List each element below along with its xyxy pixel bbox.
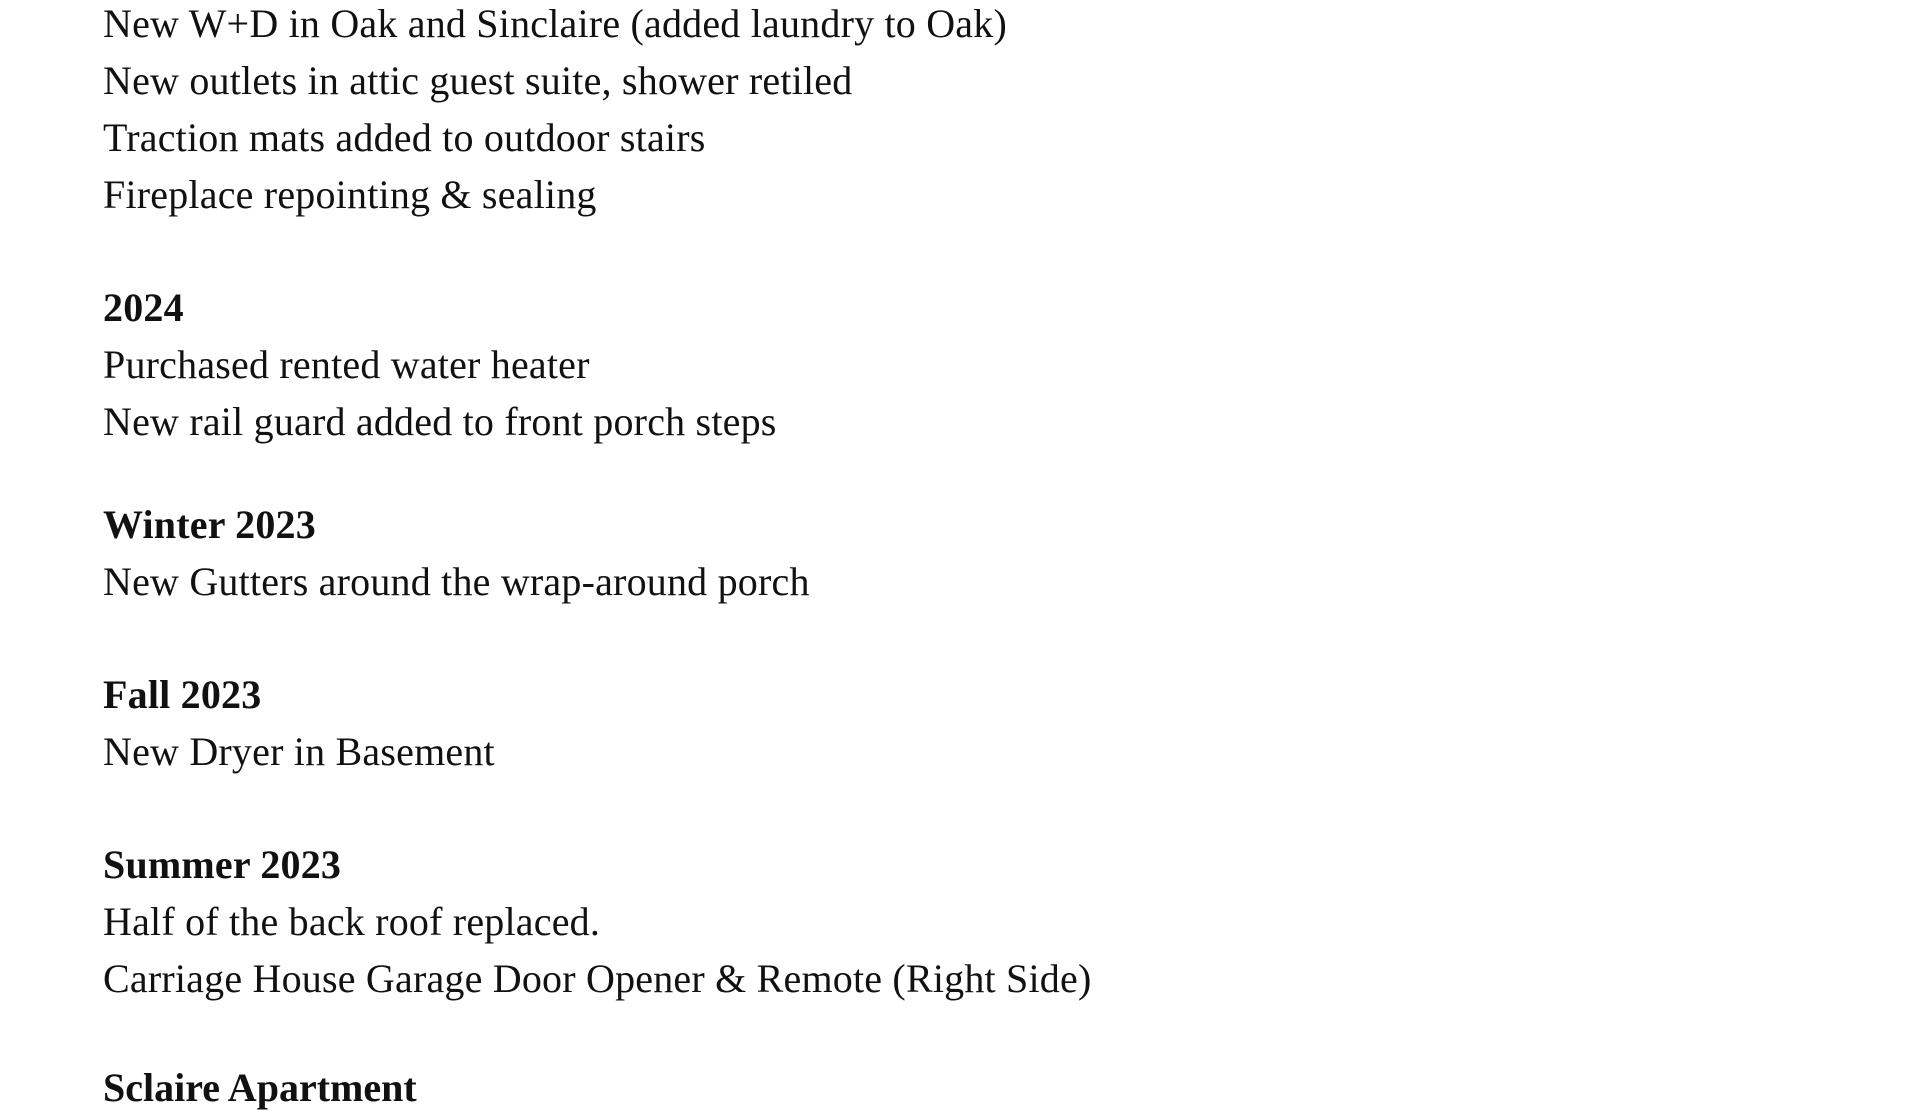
section-heading: 2024 xyxy=(103,285,184,330)
list-item: Carriage House Garage Door Opener & Remote (Right Side) xyxy=(103,956,1092,1001)
section-heading: Fall 2023 xyxy=(103,672,262,717)
list-item: Purchased rented water heater xyxy=(103,342,590,387)
list-item: Half of the back roof replaced. xyxy=(103,899,601,944)
section-heading: Summer 2023 xyxy=(103,842,342,887)
list-item: New W+D in Oak and Sinclaire (added laundry to Oak) xyxy=(103,1,1007,46)
list-item: New Dryer in Basement xyxy=(103,729,495,774)
partial-heading-text: Sclaire Apartment xyxy=(103,1065,417,1110)
list-item: New rail guard added to front porch steps xyxy=(103,399,777,444)
list-item: Fireplace repointing & sealing xyxy=(103,172,597,217)
partial-section-heading xyxy=(103,1065,1003,1110)
list-item: New Gutters around the wrap-around porch xyxy=(103,559,810,604)
section-heading: Winter 2023 xyxy=(103,502,316,547)
list-item: Traction mats added to outdoor stairs xyxy=(103,115,706,160)
list-item: New outlets in attic guest suite, shower retiled xyxy=(103,58,853,103)
